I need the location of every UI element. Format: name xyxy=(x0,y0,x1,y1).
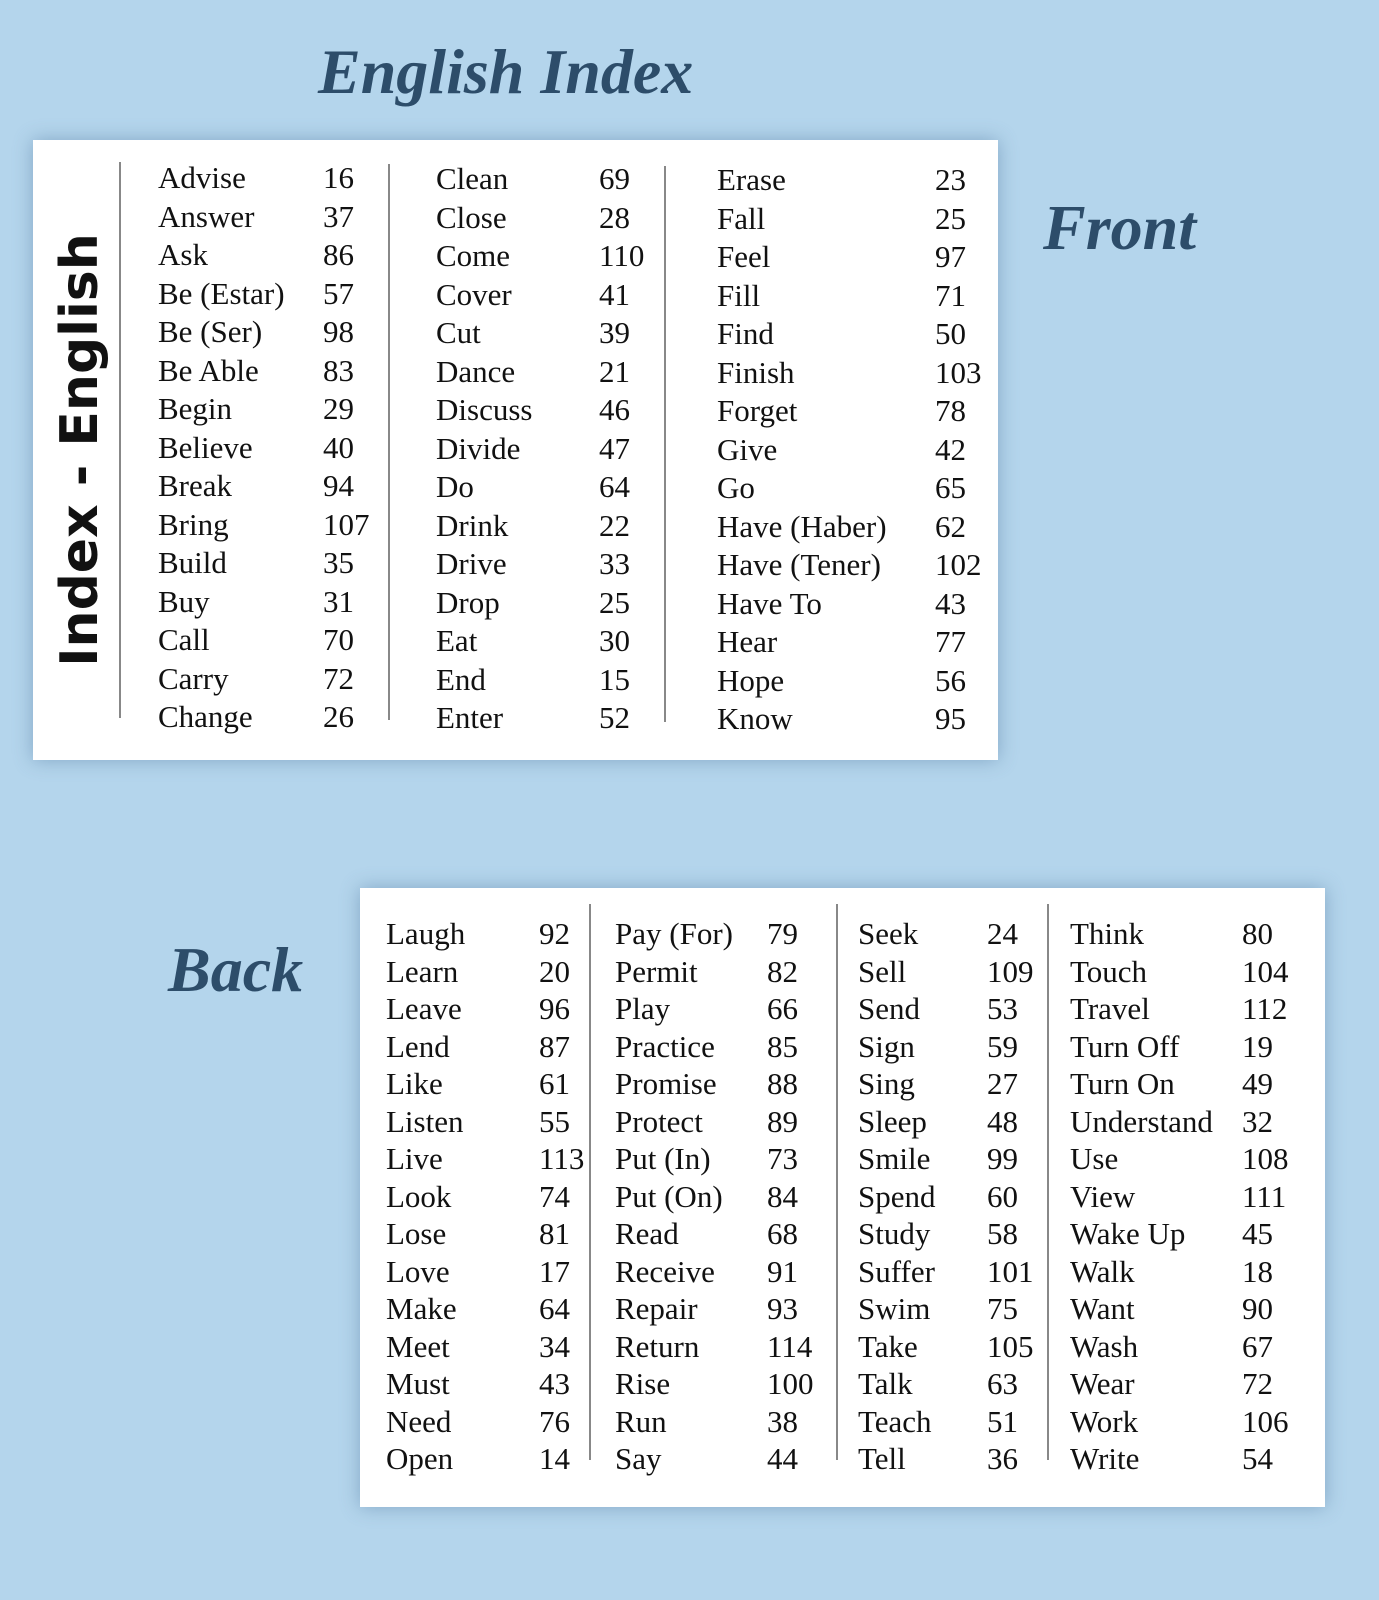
entry-word: Begin xyxy=(158,391,233,426)
entry-word: End xyxy=(436,661,486,697)
entry-page-number: 67 xyxy=(1242,1328,1273,1364)
entry-word: Fall xyxy=(717,200,766,236)
entry-page-number: 91 xyxy=(767,1253,798,1289)
entry-page-number: 25 xyxy=(935,200,966,236)
back-label: Back xyxy=(168,934,304,1005)
entry-word: Carry xyxy=(158,660,229,696)
entry-word: Find xyxy=(717,316,774,351)
entry-page-number: 33 xyxy=(599,546,630,581)
entry-page-number: 110 xyxy=(599,238,645,273)
entry-page-number: 78 xyxy=(935,393,966,428)
entry-word: Laugh xyxy=(386,916,466,951)
entry-word: Say xyxy=(615,1441,662,1476)
entry-page-number: 43 xyxy=(935,585,966,621)
entry-page-number: 26 xyxy=(323,699,354,734)
entry-word: Cut xyxy=(436,315,481,350)
entry-page-number: 96 xyxy=(539,991,570,1026)
entry-word: Listen xyxy=(386,1103,464,1139)
entry-page-number: 54 xyxy=(1242,1441,1273,1476)
entry-page-number: 102 xyxy=(935,547,982,582)
entry-page-number: 39 xyxy=(599,315,630,350)
entry-page-number: 74 xyxy=(539,1178,570,1214)
column-divider xyxy=(589,904,591,1460)
entry-word: Learn xyxy=(386,953,459,989)
entry-page-number: 17 xyxy=(539,1253,570,1289)
entry-word: Must xyxy=(386,1366,450,1401)
entry-word: Play xyxy=(615,991,671,1026)
entry-page-number: 56 xyxy=(935,662,966,698)
entry-word: Make xyxy=(386,1291,457,1326)
entry-word: Put (On) xyxy=(615,1178,723,1214)
entry-word: Clean xyxy=(436,161,509,196)
entry-page-number: 75 xyxy=(987,1291,1018,1326)
entry-page-number: 99 xyxy=(987,1141,1018,1176)
entry-word: Look xyxy=(386,1178,452,1214)
entry-word: Have To xyxy=(717,585,822,621)
entry-page-number: 64 xyxy=(539,1291,570,1326)
entry-word: Use xyxy=(1070,1141,1119,1176)
entry-word: Promise xyxy=(615,1066,717,1101)
entry-word: Come xyxy=(436,238,511,273)
entry-page-number: 16 xyxy=(323,160,354,195)
entry-page-number: 21 xyxy=(599,353,630,389)
entry-word: Feel xyxy=(717,239,771,274)
entry-page-number: 31 xyxy=(323,583,354,619)
entry-word: Finish xyxy=(717,354,795,390)
entry-word: Turn Off xyxy=(1070,1028,1180,1064)
entry-page-number: 58 xyxy=(987,1216,1018,1251)
entry-page-number: 43 xyxy=(539,1366,570,1401)
entry-page-number: 84 xyxy=(767,1178,798,1214)
column-divider xyxy=(836,904,838,1460)
entry-page-number: 98 xyxy=(323,314,354,349)
entry-word: Enter xyxy=(436,700,504,735)
entry-word: Receive xyxy=(615,1253,715,1289)
entry-page-number: 87 xyxy=(539,1028,570,1064)
entry-page-number: 107 xyxy=(323,506,370,542)
entry-page-number: 79 xyxy=(767,916,798,951)
entry-page-number: 83 xyxy=(323,352,354,388)
entry-word: Wash xyxy=(1070,1328,1139,1364)
entry-page-number: 70 xyxy=(323,622,354,657)
entry-word: Eat xyxy=(436,623,478,658)
entry-page-number: 24 xyxy=(987,916,1018,951)
entry-page-number: 49 xyxy=(1242,1066,1273,1101)
entry-page-number: 45 xyxy=(1242,1216,1273,1251)
entry-page-number: 14 xyxy=(539,1441,570,1476)
entry-page-number: 71 xyxy=(935,277,966,313)
entry-word: Wake Up xyxy=(1070,1216,1186,1251)
entry-word: Call xyxy=(158,622,210,657)
entry-page-number: 114 xyxy=(767,1328,813,1364)
entry-word: View xyxy=(1070,1178,1136,1214)
entry-word: Teach xyxy=(858,1403,932,1439)
entry-page-number: 22 xyxy=(599,507,630,543)
entry-word: Be (Ser) xyxy=(158,314,263,349)
entry-word: Love xyxy=(386,1253,450,1289)
entry-word: Meet xyxy=(386,1328,450,1364)
entry-page-number: 92 xyxy=(539,916,570,951)
entry-page-number: 62 xyxy=(935,508,966,544)
entry-page-number: 104 xyxy=(1242,953,1289,989)
entry-word: Be (Estar) xyxy=(158,275,285,311)
entry-word: Dance xyxy=(436,353,516,389)
entry-page-number: 42 xyxy=(935,431,966,467)
entry-word: Sell xyxy=(858,953,907,989)
entry-page-number: 77 xyxy=(935,624,966,659)
entry-word: Close xyxy=(436,199,507,235)
entry-page-number: 18 xyxy=(1242,1253,1273,1289)
entry-word: Talk xyxy=(858,1366,913,1401)
entry-page-number: 101 xyxy=(987,1253,1034,1289)
entry-page-number: 76 xyxy=(539,1403,570,1439)
entry-word: Turn On xyxy=(1070,1066,1175,1101)
column-divider xyxy=(664,166,666,722)
entry-word: Erase xyxy=(717,162,786,197)
back-index-card xyxy=(360,888,1325,1507)
entry-word: Sing xyxy=(858,1066,915,1101)
entry-page-number: 30 xyxy=(599,623,630,658)
entry-page-number: 89 xyxy=(767,1103,798,1139)
entry-page-number: 72 xyxy=(323,660,354,696)
entry-page-number: 100 xyxy=(767,1366,814,1401)
entry-word: Know xyxy=(717,701,793,736)
entry-word: Drop xyxy=(436,584,500,620)
entry-word: Drink xyxy=(436,507,509,543)
page-title: English Index xyxy=(318,36,694,107)
entry-word: Protect xyxy=(615,1103,703,1139)
entry-word: Think xyxy=(1070,916,1145,951)
entry-word: Ask xyxy=(158,237,208,272)
entry-page-number: 95 xyxy=(935,701,966,736)
entry-page-number: 81 xyxy=(539,1216,570,1251)
entry-word: Advise xyxy=(158,160,246,195)
entry-word: Bring xyxy=(158,506,229,542)
entry-word: Suffer xyxy=(858,1253,935,1289)
entry-word: Forget xyxy=(717,393,798,428)
entry-word: Build xyxy=(158,545,227,580)
entry-word: Divide xyxy=(436,430,521,466)
entry-page-number: 65 xyxy=(935,470,966,505)
entry-word: Put (In) xyxy=(615,1141,711,1176)
entry-page-number: 19 xyxy=(1242,1028,1273,1064)
entry-word: Like xyxy=(386,1066,443,1101)
entry-word: Be Able xyxy=(158,352,259,388)
entry-page-number: 51 xyxy=(987,1403,1018,1439)
entry-word: Drive xyxy=(436,546,507,581)
entry-word: Cover xyxy=(436,276,512,312)
entry-word: Discuss xyxy=(436,392,533,427)
entry-page-number: 103 xyxy=(935,354,982,390)
entry-page-number: 68 xyxy=(767,1216,798,1251)
entry-page-number: 41 xyxy=(599,276,630,312)
entry-word: Study xyxy=(858,1216,931,1251)
entry-page-number: 53 xyxy=(987,991,1018,1026)
entry-word: Open xyxy=(386,1441,454,1476)
entry-word: Work xyxy=(1070,1403,1139,1439)
entry-page-number: 32 xyxy=(1242,1103,1273,1139)
entry-word: Understand xyxy=(1070,1103,1213,1139)
entry-page-number: 80 xyxy=(1242,916,1273,951)
entry-page-number: 38 xyxy=(767,1403,798,1439)
entry-page-number: 28 xyxy=(599,199,630,235)
entry-word: Break xyxy=(158,468,233,503)
entry-word: Rise xyxy=(615,1366,671,1401)
entry-page-number: 27 xyxy=(987,1066,1018,1101)
entry-page-number: 37 xyxy=(323,198,354,234)
entry-word: Seek xyxy=(858,916,919,951)
entry-page-number: 57 xyxy=(323,275,354,311)
entry-page-number: 20 xyxy=(539,953,570,989)
entry-page-number: 111 xyxy=(1242,1178,1287,1214)
entry-word: Swim xyxy=(858,1291,931,1326)
entry-word: Hope xyxy=(717,662,785,698)
entry-word: Buy xyxy=(158,583,210,619)
entry-word: Sleep xyxy=(858,1103,927,1139)
front-label: Front xyxy=(1043,192,1196,263)
entry-word: Practice xyxy=(615,1028,715,1064)
entry-word: Leave xyxy=(386,991,462,1026)
entry-page-number: 35 xyxy=(323,545,354,580)
entry-word: Answer xyxy=(158,198,255,234)
entry-word: Repair xyxy=(615,1291,698,1326)
entry-page-number: 59 xyxy=(987,1028,1018,1064)
entry-word: Spend xyxy=(858,1178,936,1214)
entry-page-number: 46 xyxy=(599,392,630,427)
vertical-label: Index - English xyxy=(50,233,110,667)
entry-page-number: 112 xyxy=(1242,991,1288,1026)
entry-word: Permit xyxy=(615,953,698,989)
entry-page-number: 64 xyxy=(599,469,630,504)
entry-word: Read xyxy=(615,1216,679,1251)
entry-word: Do xyxy=(436,469,474,504)
entry-word: Have (Tener) xyxy=(717,547,881,582)
entry-page-number: 47 xyxy=(599,430,630,466)
entry-word: Go xyxy=(717,470,755,505)
entry-page-number: 44 xyxy=(767,1441,798,1476)
entry-page-number: 106 xyxy=(1242,1403,1289,1439)
entry-page-number: 36 xyxy=(987,1441,1018,1476)
entry-word: Write xyxy=(1070,1441,1140,1476)
entry-page-number: 55 xyxy=(539,1103,570,1139)
entry-page-number: 93 xyxy=(767,1291,798,1326)
entry-page-number: 48 xyxy=(987,1103,1018,1139)
entry-page-number: 73 xyxy=(767,1141,798,1176)
entry-page-number: 72 xyxy=(1242,1366,1273,1401)
entry-page-number: 94 xyxy=(323,468,354,503)
entry-page-number: 85 xyxy=(767,1028,798,1064)
entry-page-number: 15 xyxy=(599,661,630,697)
entry-page-number: 86 xyxy=(323,237,354,272)
entry-page-number: 88 xyxy=(767,1066,798,1101)
entry-page-number: 60 xyxy=(987,1178,1018,1214)
entry-word: Run xyxy=(615,1403,667,1439)
entry-page-number: 105 xyxy=(987,1328,1034,1364)
entry-page-number: 29 xyxy=(323,391,354,426)
entry-page-number: 50 xyxy=(935,316,966,351)
entry-word: Pay (For) xyxy=(615,916,733,951)
entry-word: Live xyxy=(386,1141,443,1176)
entry-page-number: 40 xyxy=(323,429,354,465)
entry-page-number: 61 xyxy=(539,1066,570,1101)
entry-word: Walk xyxy=(1070,1253,1135,1289)
entry-page-number: 113 xyxy=(539,1141,585,1176)
entry-word: Tell xyxy=(858,1441,906,1476)
column-divider xyxy=(388,164,390,720)
entry-word: Touch xyxy=(1070,953,1148,989)
entry-word: Need xyxy=(386,1403,452,1439)
entry-word: Smile xyxy=(858,1141,931,1176)
entry-word: Have (Haber) xyxy=(717,508,887,544)
entry-word: Give xyxy=(717,431,778,467)
entry-word: Sign xyxy=(858,1028,915,1064)
entry-page-number: 66 xyxy=(767,991,798,1026)
entry-page-number: 34 xyxy=(539,1328,570,1364)
entry-page-number: 52 xyxy=(599,700,630,735)
entry-page-number: 109 xyxy=(987,953,1034,989)
entry-page-number: 108 xyxy=(1242,1141,1289,1176)
entry-word: Fill xyxy=(717,277,761,313)
entry-word: Travel xyxy=(1070,991,1150,1026)
entry-word: Wear xyxy=(1070,1366,1135,1401)
entry-word: Change xyxy=(158,699,253,734)
entry-word: Take xyxy=(858,1328,918,1364)
entry-word: Believe xyxy=(158,429,253,465)
entry-word: Lend xyxy=(386,1028,450,1064)
entry-page-number: 90 xyxy=(1242,1291,1273,1326)
entry-page-number: 97 xyxy=(935,239,966,274)
front-index-card xyxy=(33,140,998,760)
entry-page-number: 69 xyxy=(599,161,630,196)
entry-page-number: 82 xyxy=(767,953,798,989)
entry-word: Want xyxy=(1070,1291,1135,1326)
column-divider xyxy=(119,162,121,718)
entry-word: Lose xyxy=(386,1216,447,1251)
entry-page-number: 23 xyxy=(935,162,966,197)
column-divider xyxy=(1047,904,1049,1460)
entry-page-number: 25 xyxy=(599,584,630,620)
entry-word: Send xyxy=(858,991,920,1026)
entry-word: Hear xyxy=(717,624,778,659)
entry-word: Return xyxy=(615,1328,700,1364)
entry-page-number: 63 xyxy=(987,1366,1018,1401)
